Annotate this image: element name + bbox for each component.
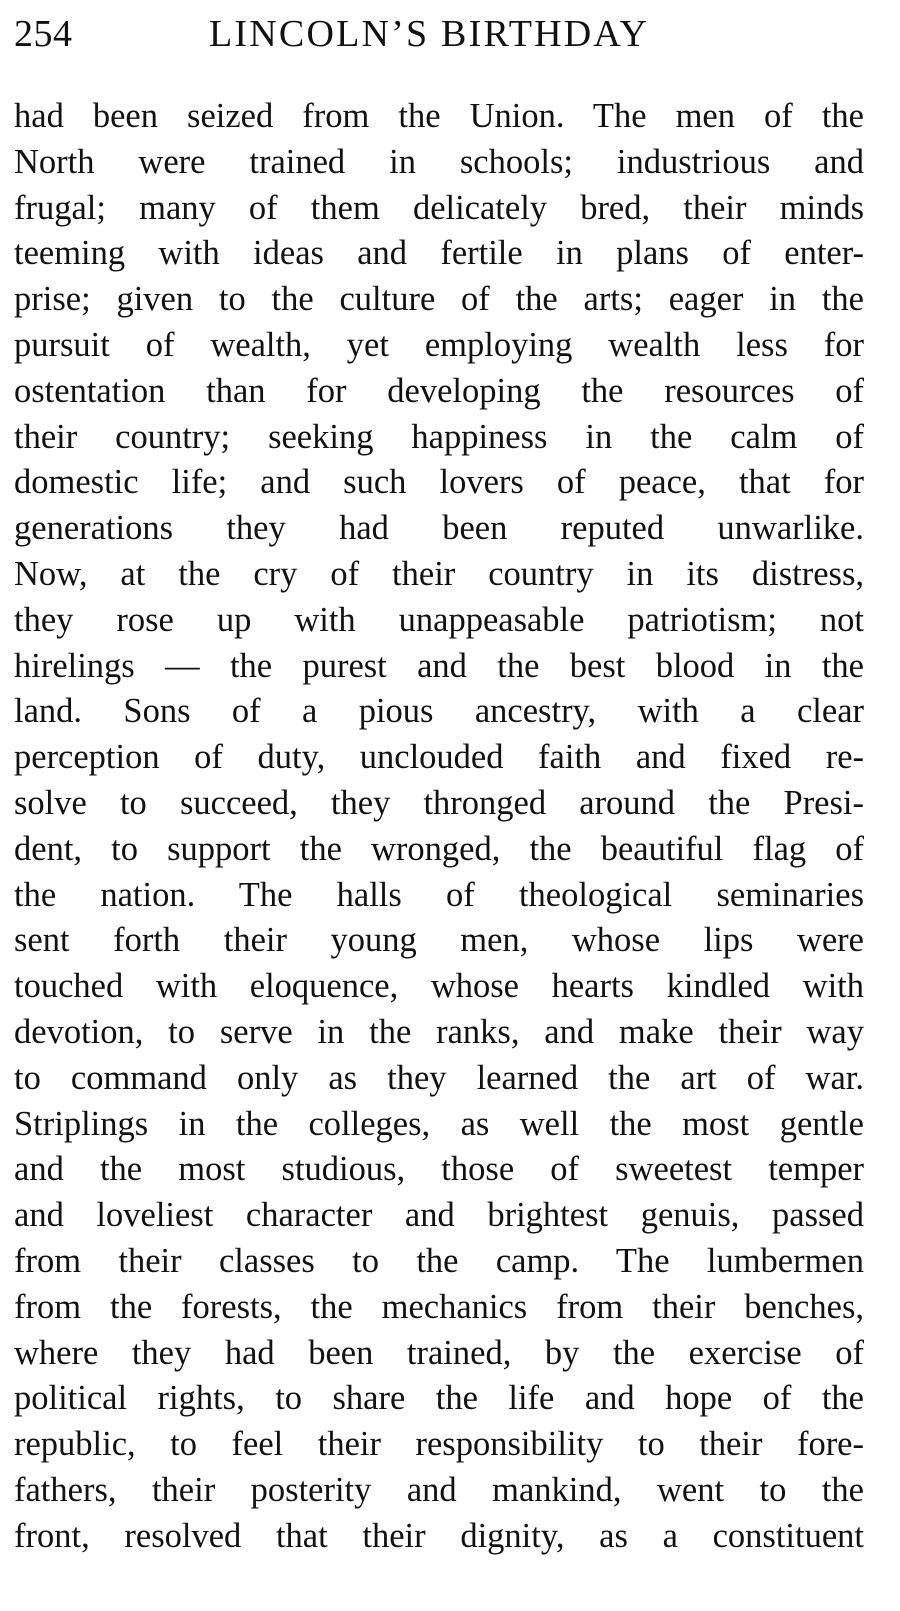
text-line: perception of duty, unclouded faith and fixed re- (14, 738, 864, 777)
text-line: from the forests, the mechanics from their benches, (14, 1287, 864, 1326)
text-line: front, resolved that their dignity, as a constituent (14, 1516, 864, 1555)
text-line: sent forth their young men, whose lips were (14, 921, 864, 960)
text-line: land. Sons of a pious ancestry, with a clear (14, 692, 864, 731)
page-number: 254 (14, 13, 73, 55)
text-line: from their classes to the camp. The lumbermen (14, 1241, 864, 1280)
text-line: prise; given to the culture of the arts; eager in the (14, 280, 864, 319)
text-line: to command only as they learned the art of war. (14, 1058, 864, 1097)
text-line: and loveliest character and brightest genuis, passed (14, 1196, 864, 1235)
text-line: Now, at the cry of their country in its distress, (14, 554, 864, 593)
text-line: hirelings — the purest and the best blood in the (14, 646, 864, 685)
text-line: teeming with ideas and fertile in plans of enter- (14, 234, 864, 273)
text-line: domestic life; and such lovers of peace, that for (14, 463, 864, 502)
text-line: North were trained in schools; industrious and (14, 142, 864, 181)
text-line: fathers, their posterity and mankind, went to the (14, 1470, 864, 1509)
text-line: frugal; many of them delicately bred, their minds (14, 188, 864, 227)
text-line: their country; seeking happiness in the calm of (14, 417, 864, 456)
text-line: and the most studious, those of sweetest temper (14, 1150, 864, 1189)
text-line: where they had been trained, by the exercise of (14, 1333, 864, 1372)
text-line: republic, to feel their responsibility to their fore- (14, 1425, 864, 1464)
text-line: Striplings in the colleges, as well the most gentle (14, 1104, 864, 1143)
text-line: political rights, to share the life and hope of the (14, 1379, 864, 1418)
text-line: solve to succeed, they thronged around the Presi- (14, 783, 864, 822)
text-line: ostentation than for developing the resources of (14, 371, 864, 410)
running-title: LINCOLN’S BIRTHDAY (209, 13, 650, 55)
text-line: dent, to support the wronged, the beautiful flag of (14, 829, 864, 868)
text-line: devotion, to serve in the ranks, and make their way (14, 1012, 864, 1051)
text-line: touched with eloquence, whose hearts kindled with (14, 967, 864, 1006)
text-line: had been seized from the Union. The men of the (14, 97, 864, 135)
text-line: generations they had been reputed unwarlike. (14, 509, 864, 548)
running-head (14, 6, 884, 56)
text-line: pursuit of wealth, yet employing wealth less for (14, 325, 864, 364)
text-line: the nation. The halls of theological seminaries (14, 875, 864, 914)
body-text (14, 94, 864, 1560)
text-line: they rose up with unappeasable patriotism; not (14, 600, 864, 639)
